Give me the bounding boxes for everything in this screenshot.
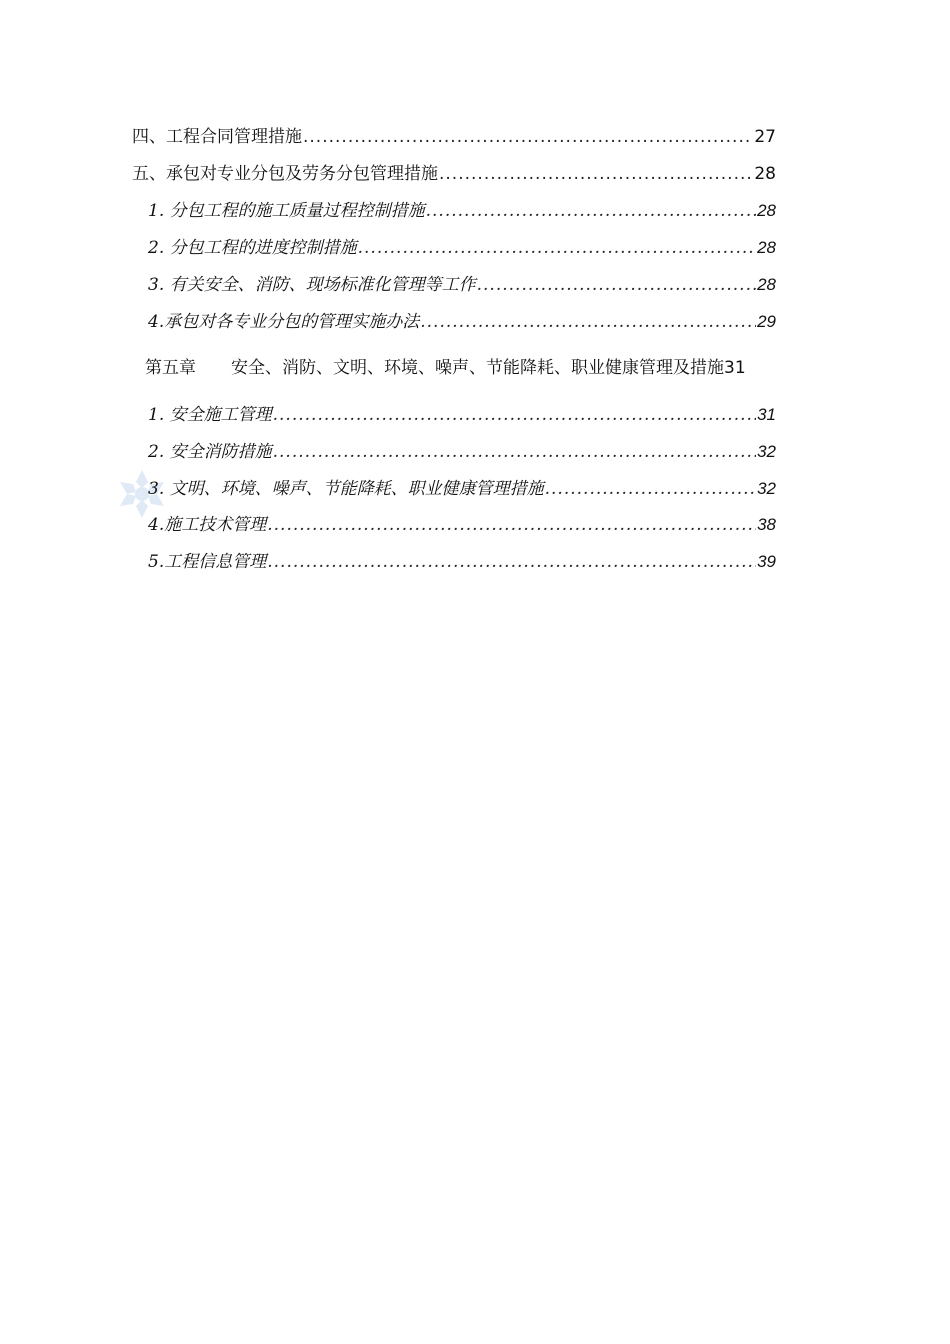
toc-entry-title: 4.承包对各专业分包的管理实施办法 — [148, 312, 420, 332]
toc-page-number: 28 — [757, 238, 776, 257]
toc-page-number: 28 — [757, 201, 776, 220]
dot-leader — [477, 274, 756, 296]
dot-leader — [267, 551, 756, 573]
chapter-label: 第五章 — [145, 358, 196, 378]
toc-entry[interactable] — [148, 478, 776, 500]
toc-page-number: 39 — [757, 552, 776, 571]
toc-entry-title: 3. 文明、环境、噪声、节能降耗、职业健康管理措施 — [148, 479, 544, 499]
dot-leader — [273, 404, 756, 426]
toc-entry[interactable] — [148, 441, 776, 463]
toc-page-number: 38 — [757, 515, 776, 534]
toc-entry-title: 1. 分包工程的施工质量过程控制措施 — [148, 201, 425, 221]
dot-leader — [358, 237, 756, 259]
toc-entry-title: 五、承包对专业分包及劳务分包管理措施 — [132, 164, 438, 184]
toc-page-number: 32 — [757, 442, 776, 461]
toc-page-number: 31 — [757, 405, 776, 424]
toc-entry-title: 四、工程合同管理措施 — [132, 127, 302, 147]
toc-entry-title: 2. 分包工程的进度控制措施 — [148, 238, 357, 258]
toc-entry-title: 2. 安全消防措施 — [148, 442, 272, 462]
toc-chapter-entry[interactable] — [145, 357, 746, 379]
dot-leader — [273, 441, 756, 463]
toc-entry-title: 4.施工技术管理 — [148, 515, 267, 535]
dot-leader — [545, 478, 756, 500]
toc-entry[interactable] — [132, 163, 776, 185]
dot-leader — [267, 514, 756, 536]
toc-entry[interactable] — [148, 200, 776, 222]
toc-entry[interactable] — [148, 237, 776, 259]
toc-page-number: 29 — [757, 312, 776, 331]
toc-page-number: 27 — [754, 127, 776, 147]
dot-leader — [439, 163, 753, 185]
toc-entry[interactable] — [148, 404, 776, 426]
chapter-title: 安全、消防、文明、环境、噪声、节能降耗、职业健康管理及措施 — [231, 358, 724, 378]
toc-entry[interactable] — [148, 551, 776, 573]
toc-entry-title: 1. 安全施工管理 — [148, 405, 272, 425]
toc-page-number: 32 — [757, 479, 776, 498]
dot-leader — [303, 126, 753, 148]
dot-leader — [420, 311, 756, 333]
toc-entry-title: 3. 有关安全、消防、现场标准化管理等工作 — [148, 275, 476, 295]
toc-entry[interactable] — [148, 274, 776, 296]
toc-entry[interactable] — [148, 514, 776, 536]
toc-entry[interactable] — [148, 311, 776, 333]
toc-entry-title: 5.工程信息管理 — [148, 552, 267, 572]
toc-entry[interactable] — [132, 126, 776, 148]
dot-leader — [426, 200, 756, 222]
toc-page-number: 28 — [754, 164, 776, 184]
toc-page-number: 31 — [724, 358, 746, 378]
toc-page-number: 28 — [757, 275, 776, 294]
